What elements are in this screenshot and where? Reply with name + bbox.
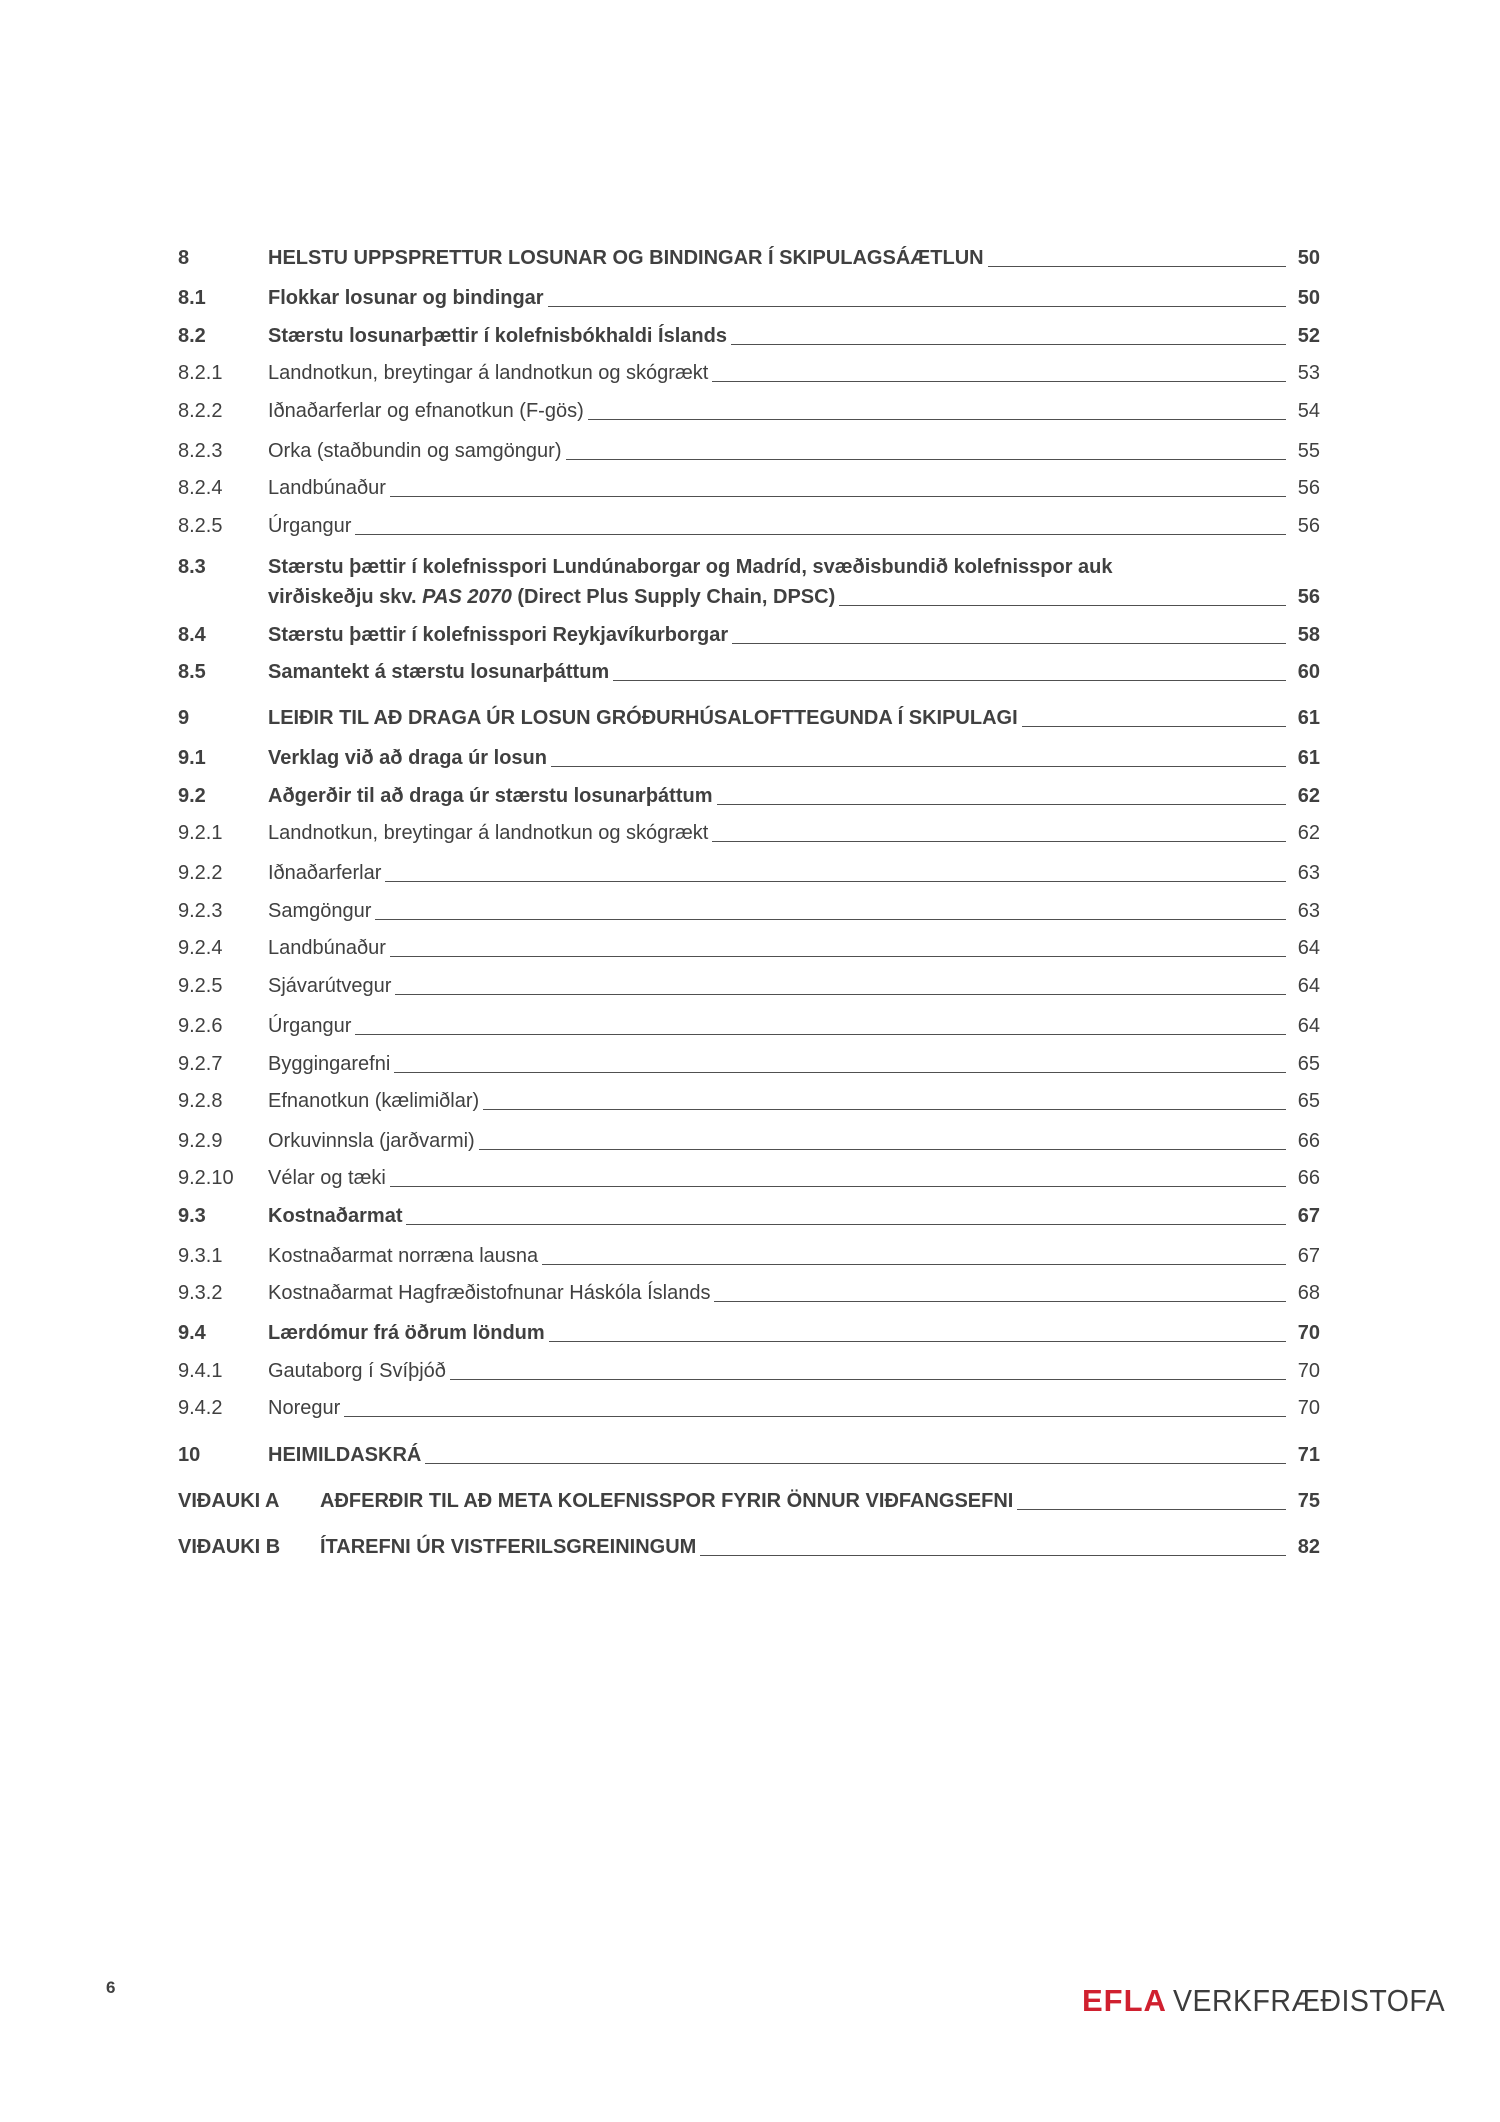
entry-title: Flokkar losunar og bindingar: [268, 287, 544, 309]
entry-title: Landbúnaður: [268, 477, 386, 499]
entry-number: VIÐAUKI B: [178, 1536, 281, 1558]
entry-page: 55: [1297, 440, 1320, 462]
entry-page: 56: [1297, 515, 1320, 537]
entry-page: 61: [1297, 747, 1320, 769]
toc-entry-9-2-5[interactable]: [178, 973, 1320, 999]
dot-leader: [395, 993, 1286, 995]
entry-title: Efnanotkun (kælimiðlar): [268, 1090, 480, 1112]
entry-page: 68: [1297, 1282, 1320, 1304]
entry-page: 64: [1297, 975, 1320, 997]
entry-page: 62: [1297, 785, 1320, 807]
toc-entry-9-3-2[interactable]: [178, 1280, 1320, 1306]
toc-entry-9-2-7[interactable]: [178, 1051, 1320, 1077]
toc-entry-9-3-1[interactable]: [178, 1243, 1320, 1269]
entry-number: 9.2.9: [178, 1130, 223, 1152]
entry-number: 8.2.3: [178, 440, 223, 462]
entry-title: LEIÐIR TIL AÐ DRAGA ÚR LOSUN GRÓÐURHÚSALOFTTEGUNDA Í SKIPULAGI: [268, 707, 1018, 729]
dot-leader: [375, 918, 1286, 920]
entry-page: 66: [1297, 1130, 1320, 1152]
entry-title: Stærstu þættir í kolefnisspori Reykjavíkurborgar: [268, 624, 729, 646]
entry-title: Samantekt á stærstu losunarþáttum: [268, 661, 610, 683]
entry-page: 54: [1297, 400, 1320, 422]
toc-entry-8-2-4[interactable]: [178, 475, 1320, 501]
entry-page: 64: [1297, 1015, 1320, 1037]
toc-entry-9-4-2[interactable]: [178, 1395, 1320, 1421]
dot-leader: [551, 765, 1286, 767]
entry-number: 9.2.10: [178, 1167, 234, 1189]
dot-leader: [385, 880, 1286, 882]
entry-title: Kostnaðarmat Hagfræðistofnunar Háskóla Íslands: [268, 1282, 711, 1304]
dot-leader: [731, 343, 1286, 345]
entry-number: 8.5: [178, 661, 206, 683]
dot-leader: [588, 418, 1286, 420]
dot-leader: [390, 955, 1286, 957]
entry-page: 66: [1297, 1167, 1320, 1189]
dot-leader: [714, 1300, 1286, 1302]
entry-page: 56: [1297, 477, 1320, 499]
efla-logo: [1082, 1983, 1469, 2019]
entry-page: 50: [1297, 287, 1320, 309]
entry-title: Kostnaðarmat norræna lausna: [268, 1245, 539, 1267]
page-number: 6: [106, 1978, 116, 1997]
dot-leader: [1017, 1508, 1286, 1510]
entry-title: Úrgangur: [268, 1015, 352, 1037]
entry-number: 8.2.1: [178, 362, 223, 384]
entry-title: Orkuvinnsla (jarðvarmi): [268, 1130, 475, 1152]
toc-entry-8-2-3[interactable]: [178, 438, 1320, 464]
entry-title: Orka (staðbundin og samgöngur): [268, 440, 562, 462]
entry-title: Noregur: [268, 1397, 341, 1419]
entry-number: 8.2: [178, 325, 206, 347]
entry-title: Landnotkun, breytingar á landnotkun og skógrækt: [268, 822, 709, 844]
toc-entry-9-4-1[interactable]: [178, 1358, 1320, 1384]
entry-number: 9.3.1: [178, 1245, 223, 1267]
entry-number: VIÐAUKI A: [178, 1490, 280, 1512]
entry-page: 71: [1297, 1444, 1320, 1466]
dot-leader: [712, 840, 1286, 842]
toc-entry-8-3[interactable]: [178, 554, 1320, 610]
entry-page: 70: [1297, 1397, 1320, 1419]
entry-title: HEIMILDASKRÁ: [268, 1444, 422, 1466]
toc-entry-8[interactable]: [178, 245, 1320, 271]
dot-leader: [355, 533, 1286, 535]
toc-entry-appendix-b[interactable]: [178, 1534, 1320, 1560]
entry-number: 9.2.2: [178, 862, 223, 884]
toc-entry-9-2-8[interactable]: [178, 1088, 1320, 1114]
dot-leader: [566, 458, 1287, 460]
entry-page: 56: [1297, 586, 1320, 608]
entry-title: Verklag við að draga úr losun: [268, 747, 547, 769]
dot-leader: [712, 380, 1286, 382]
entry-page: 63: [1297, 900, 1320, 922]
entry-title: Iðnaðarferlar: [268, 862, 382, 884]
toc-entry-8-1[interactable]: [178, 285, 1320, 311]
entry-title: Stærstu losunarþættir í kolefnisbókhaldi Íslands: [268, 325, 727, 347]
entry-page: 61: [1297, 707, 1320, 729]
dot-leader: [425, 1462, 1286, 1464]
entry-number: 9.1: [178, 747, 206, 769]
entry-title: Byggingarefni: [268, 1053, 391, 1075]
entry-number: 8.1: [178, 287, 206, 309]
entry-title: Sjávarútvegur: [268, 975, 392, 997]
entry-title: Landbúnaður: [268, 937, 386, 959]
entry-page: 64: [1297, 937, 1320, 959]
entry-number: 8: [178, 247, 190, 269]
toc-entry-9-2-6[interactable]: [178, 1013, 1320, 1039]
dot-leader: [355, 1033, 1286, 1035]
dot-leader: [700, 1554, 1286, 1556]
logo-brand: EFLA: [1082, 1983, 1167, 2018]
dot-leader: [1022, 725, 1286, 727]
toc-entry-9-2-9[interactable]: [178, 1128, 1320, 1154]
entry-number: 9.3: [178, 1205, 206, 1227]
dot-leader: [839, 604, 1286, 606]
toc-entry-8-2-2[interactable]: [178, 398, 1320, 424]
entry-title: Kostnaðarmat: [268, 1205, 403, 1227]
toc-entry-9-2-2[interactable]: [178, 860, 1320, 886]
entry-title-line2-pre: virðiskeðju skv.: [268, 586, 423, 608]
entry-page: 82: [1297, 1536, 1320, 1558]
dot-leader: [548, 305, 1286, 307]
entry-title: Gautaborg í Svíþjóð: [268, 1360, 446, 1382]
toc-entry-10[interactable]: [178, 1442, 1320, 1468]
dot-leader: [450, 1378, 1286, 1380]
entry-title: AÐFERÐIR TIL AÐ META KOLEFNISSPOR FYRIR ÖNNUR VIÐFANGSEFNI: [320, 1490, 1014, 1512]
entry-title: Samgöngur: [268, 900, 372, 922]
entry-number: 9.2.4: [178, 937, 223, 959]
entry-title: Landnotkun, breytingar á landnotkun og skógrækt: [268, 362, 709, 384]
toc-entry-appendix-a[interactable]: [178, 1488, 1320, 1514]
entry-number: 8.2.4: [178, 477, 223, 499]
entry-page: 60: [1297, 661, 1320, 683]
entry-number: 9: [178, 707, 190, 729]
entry-title: Iðnaðarferlar og efnanotkun (F-gös): [268, 400, 584, 422]
entry-number: 8.3: [178, 556, 206, 578]
entry-page: 53: [1297, 362, 1320, 384]
toc-entry-9-2-1[interactable]: [178, 820, 1320, 846]
dot-leader: [549, 1340, 1286, 1342]
entry-page: 52: [1297, 325, 1320, 347]
dot-leader: [394, 1071, 1286, 1073]
dot-leader: [406, 1223, 1286, 1225]
toc-entry-9-2-10[interactable]: [178, 1165, 1320, 1191]
toc-entry-8-4[interactable]: [178, 622, 1320, 648]
entry-page: 67: [1297, 1205, 1320, 1227]
entry-page: 50: [1297, 247, 1320, 269]
entry-title: Aðgerðir til að draga úr stærstu losunarþáttum: [268, 785, 713, 807]
dot-leader: [479, 1148, 1286, 1150]
entry-title: Lærdómur frá öðrum löndum: [268, 1322, 545, 1344]
entry-page: 70: [1297, 1322, 1320, 1344]
toc-entry-9-2[interactable]: [178, 783, 1320, 809]
entry-number: 9.2.3: [178, 900, 223, 922]
dot-leader: [483, 1108, 1286, 1110]
entry-number: 9.4.2: [178, 1397, 223, 1419]
entry-title: HELSTU UPPSPRETTUR LOSUNAR OG BINDINGAR Í SKIPULAGSÁÆTLUN: [268, 247, 984, 269]
entry-title: Úrgangur: [268, 515, 352, 537]
toc-entry-9-4[interactable]: [178, 1320, 1320, 1346]
dot-leader: [988, 265, 1286, 267]
entry-number: 9.2.1: [178, 822, 223, 844]
entry-page: 75: [1297, 1490, 1320, 1512]
entry-number: 10: [178, 1444, 201, 1466]
entry-title-italic: PAS 2070: [422, 586, 512, 608]
toc-entry-8-2[interactable]: [178, 323, 1320, 349]
entry-number: 9.2.6: [178, 1015, 223, 1037]
entry-page: 70: [1297, 1360, 1320, 1382]
toc-entry-9-2-4[interactable]: [178, 935, 1320, 961]
entry-page: 62: [1297, 822, 1320, 844]
entry-number: 8.2.5: [178, 515, 223, 537]
dot-leader: [542, 1263, 1286, 1265]
entry-number: 9.3.2: [178, 1282, 223, 1304]
entry-number: 9.4.1: [178, 1360, 223, 1382]
entry-number: 8.2.2: [178, 400, 223, 422]
dot-leader: [390, 1185, 1286, 1187]
entry-number: 9.2: [178, 785, 206, 807]
entry-page: 65: [1297, 1090, 1320, 1112]
entry-page: 63: [1297, 862, 1320, 884]
entry-number: 9.2.7: [178, 1053, 223, 1075]
dot-leader: [717, 803, 1286, 805]
entry-number: 8.4: [178, 624, 206, 646]
toc-entry-8-2-5[interactable]: [178, 513, 1320, 539]
entry-number: 9.2.8: [178, 1090, 223, 1112]
entry-title-line2-post: (Direct Plus Supply Chain, DPSC): [511, 586, 836, 608]
toc-entry-8-5[interactable]: [178, 659, 1320, 685]
dot-leader: [732, 642, 1286, 644]
toc-entry-9-2-3[interactable]: [178, 898, 1320, 924]
dot-leader: [344, 1415, 1286, 1417]
logo-text: VERKFRÆÐISTOFA: [1172, 1983, 1446, 2018]
dot-leader: [613, 679, 1286, 681]
entry-number: 9.2.5: [178, 975, 223, 997]
dot-leader: [390, 495, 1286, 497]
entry-title: Vélar og tæki: [268, 1167, 386, 1189]
entry-page: 58: [1297, 624, 1320, 646]
entry-number: 9.4: [178, 1322, 206, 1344]
toc-entry-9-3[interactable]: [178, 1203, 1320, 1229]
toc-entry-9[interactable]: [178, 705, 1320, 731]
entry-page: 65: [1297, 1053, 1320, 1075]
toc-entry-9-1[interactable]: [178, 745, 1320, 771]
toc-entry-8-2-1[interactable]: [178, 360, 1320, 386]
entry-page: 67: [1297, 1245, 1320, 1267]
entry-title-line1: Stærstu þættir í kolefnisspori Lundúnaborgar og Madríd, svæðisbundið kolefnisspor auk: [268, 556, 1113, 578]
entry-title: ÍTAREFNI ÚR VISTFERILSGREININGUM: [320, 1536, 697, 1558]
